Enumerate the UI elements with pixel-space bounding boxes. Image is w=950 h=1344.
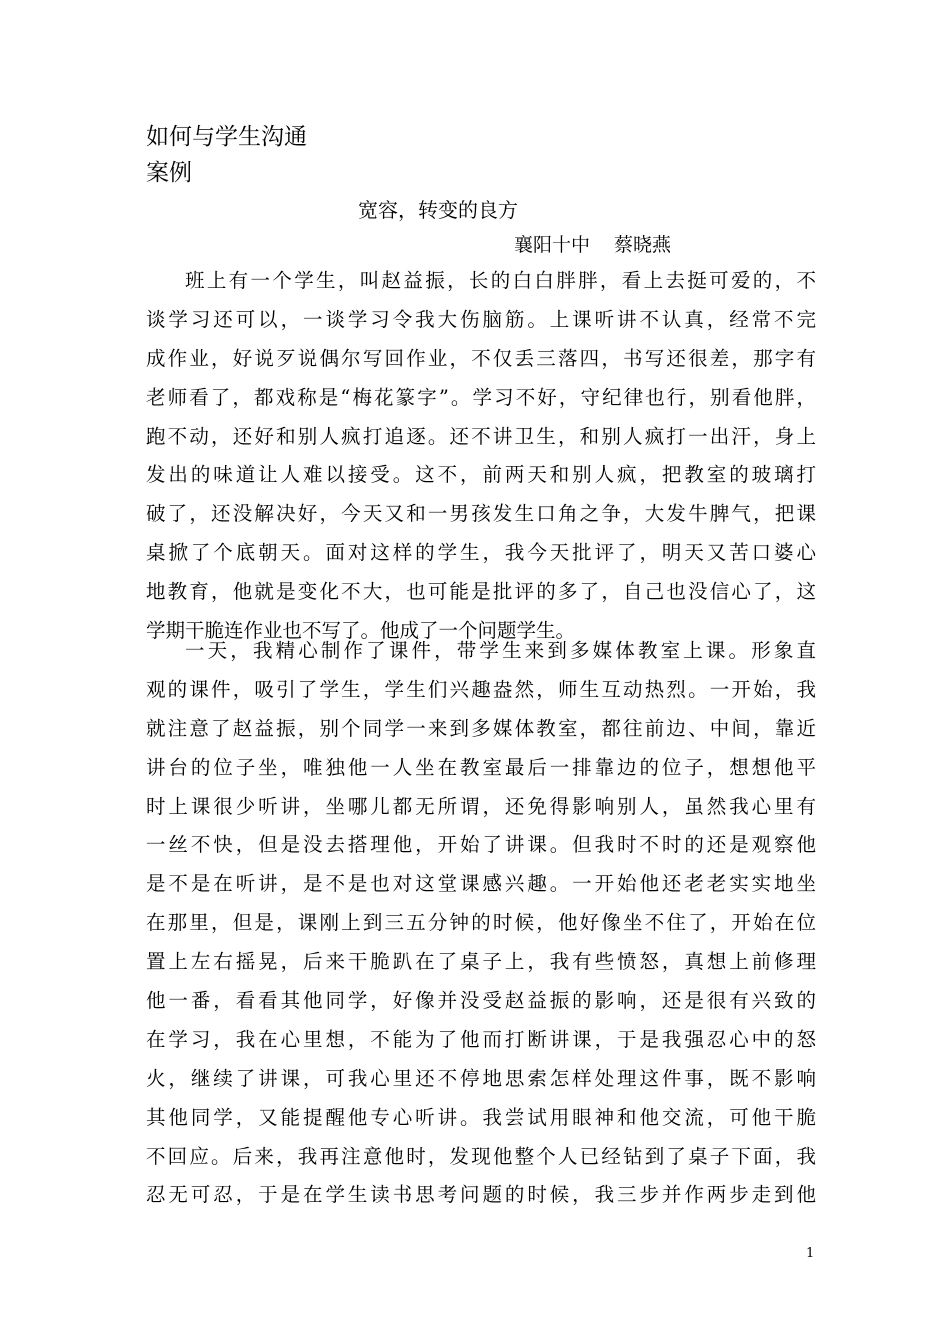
text-line: 发出的味道让人难以接受。这不，前两天和别人疯，把教室的玻璃打	[146, 463, 816, 487]
text-line: 是不是在听讲，是不是也对这堂课感兴趣。一开始他还老老实实地坐	[146, 872, 816, 896]
text-line: 地教育，他就是变化不大，也可能是批评的多了，自己也没信心了，这	[146, 580, 816, 604]
document-heading: 如何与学生沟通	[146, 124, 307, 150]
text-line: 谈学习还可以，一谈学习令我大伤脑筋。上课听讲不认真，经常不完	[146, 307, 816, 331]
text-line: 桌掀了个底朝天。面对这样的学生，我今天批评了，明天又苦口婆心	[146, 541, 816, 565]
text-line: 火，继续了讲课，可我心里还不停地思索怎样处理这件事，既不影响	[146, 1066, 816, 1090]
text-line: 观的课件，吸引了学生，学生们兴趣盎然，师生互动热烈。一开始，我	[146, 677, 816, 701]
text-line: 他一番，看看其他同学，好像并没受赵益振的影响，还是很有兴致的	[146, 989, 816, 1013]
paragraph	[146, 262, 816, 651]
text-line: 置上左右摇晃，后来干脆趴在了桌子上，我有些愤怒，真想上前修理	[146, 950, 816, 974]
text-line: 一天，我精心制作了课件，带学生来到多媒体教室上课。形象直	[185, 639, 816, 662]
text-line: 跑不动，还好和别人疯打追逐。还不讲卫生，和别人疯打一出汗，身上	[146, 424, 816, 448]
article-title: 宽容，转变的良方	[358, 198, 518, 222]
text-line: 就注意了赵益振，别个同学一来到多媒体教室，都往前边、中间，靠近	[146, 716, 816, 740]
text-line: 学期干脆连作业也不写了。他成了一个问题学生。	[146, 619, 576, 643]
text-line: 班上有一个学生，叫赵益振，长的白白胖胖，看上去挺可爱的，不	[185, 269, 816, 292]
byline	[514, 230, 671, 260]
text-line: 不回应。后来，我再注意他时，发现他整个人已经钻到了桌子下面，我	[146, 1144, 816, 1168]
byline-author: 蔡晓燕	[614, 234, 672, 256]
text-line: 一丝不快，但是没去搭理他，开始了讲课。但我时不时的还是观察他	[146, 833, 816, 857]
text-line: 忍无可忍，于是在学生读书思考问题的时候，我三步并作两步走到他	[146, 1183, 816, 1207]
text-line: 讲台的位子坐，唯独他一人坐在教室最后一排靠边的位子，想想他平	[146, 755, 816, 779]
text-line: 在学习，我在心里想，不能为了他而打断讲课，于是我强忍心中的怒	[146, 1027, 816, 1051]
paragraph	[146, 632, 816, 1215]
text-line: 在那里，但是，课刚上到三五分钟的时候，他好像坐不住了，开始在位	[146, 911, 816, 935]
byline-school: 襄阳十中	[514, 234, 591, 256]
text-line: 破了，还没解决好，今天又和一男孩发生口角之争，大发牛脾气，把课	[146, 502, 816, 526]
document-subheading: 案例	[146, 160, 192, 186]
text-line: 时上课很少听讲，坐哪儿都无所谓，还免得影响别人，虽然我心里有	[146, 794, 816, 818]
page-number: 1	[806, 1246, 815, 1261]
text-line: 老师看了，都戏称是“梅花篆字”。学习不好，守纪律也行，别看他胖，	[146, 385, 816, 409]
text-line: 其他同学，又能提醒他专心听讲。我尝试用眼神和他交流，可他干脆	[146, 1105, 816, 1129]
text-line: 成作业，好说歹说偶尔写回作业，不仅丢三落四，书写还很差，那字有	[146, 346, 816, 370]
